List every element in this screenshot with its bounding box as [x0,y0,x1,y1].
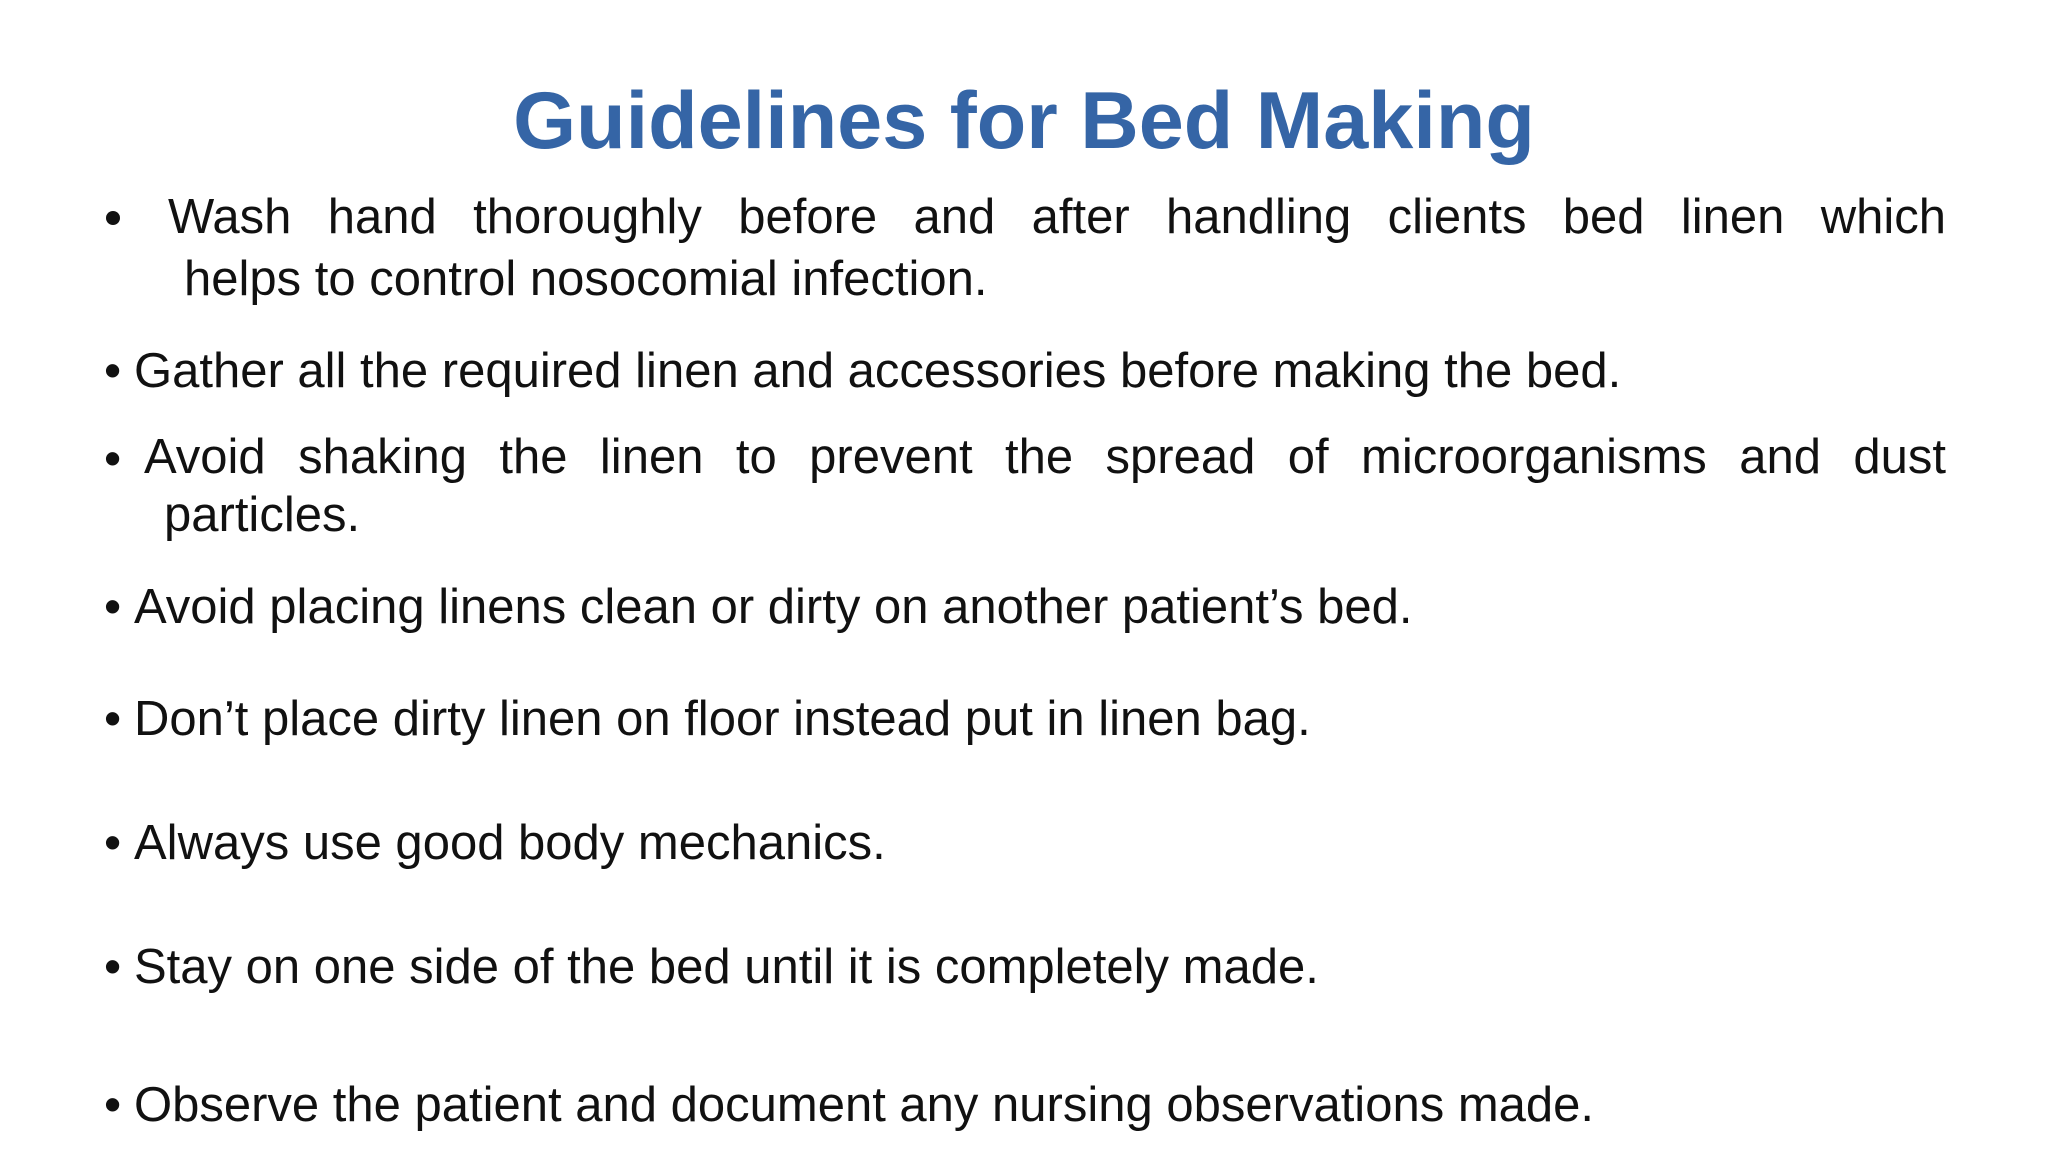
bullet-text-5: Don’t place dirty linen on floor instead put in linen bag. [134,692,1311,746]
bullet-text-1-line-1: Wash hand thoroughly before and after handling clients bed linen which [168,190,1946,244]
bullet-glyph: • [104,816,122,870]
bullet-text-1-line-2: helps to control nosocomial infection. [184,252,988,306]
bullet-glyph: • [104,344,122,398]
bullet-item-1 [104,186,1946,310]
bullet-text-4: Avoid placing linens clean or dirty on another patient’s bed. [134,580,1413,634]
bullet-item-8 [104,1074,1946,1136]
bullet-text-7: Stay on one side of the bed until it is completely made. [134,940,1319,994]
bullet-item-3 [104,428,1946,544]
bullet-glyph: • [104,1078,122,1132]
bullet-item-4 [104,576,1946,638]
bullet-item-2 [104,340,1946,402]
bullet-glyph: • [104,692,122,746]
bullet-text-3-line-2: particles. [164,488,361,542]
bullet-text-2: Gather all the required linen and accessories before making the bed. [134,344,1622,398]
bullet-glyph: • [104,432,122,486]
bullet-item-5 [104,688,1946,750]
bullet-text-8: Observe the patient and document any nursing observations made. [134,1078,1594,1132]
bullet-glyph: • [104,580,122,634]
slide-title: Guidelines for Bed Making [513,76,1535,166]
bullet-text-1 [104,186,1946,310]
bullet-item-7 [104,936,1946,998]
bullet-text-3 [104,428,1946,544]
bullet-glyph: • [104,940,122,994]
bullet-text-6: Always use good body mechanics. [134,816,886,870]
bullet-item-6 [104,812,1946,874]
bullet-text-3-line-1: Avoid shaking the linen to prevent the spread of microorganisms and dust [144,430,1946,484]
bullet-dot-icon [106,211,120,225]
